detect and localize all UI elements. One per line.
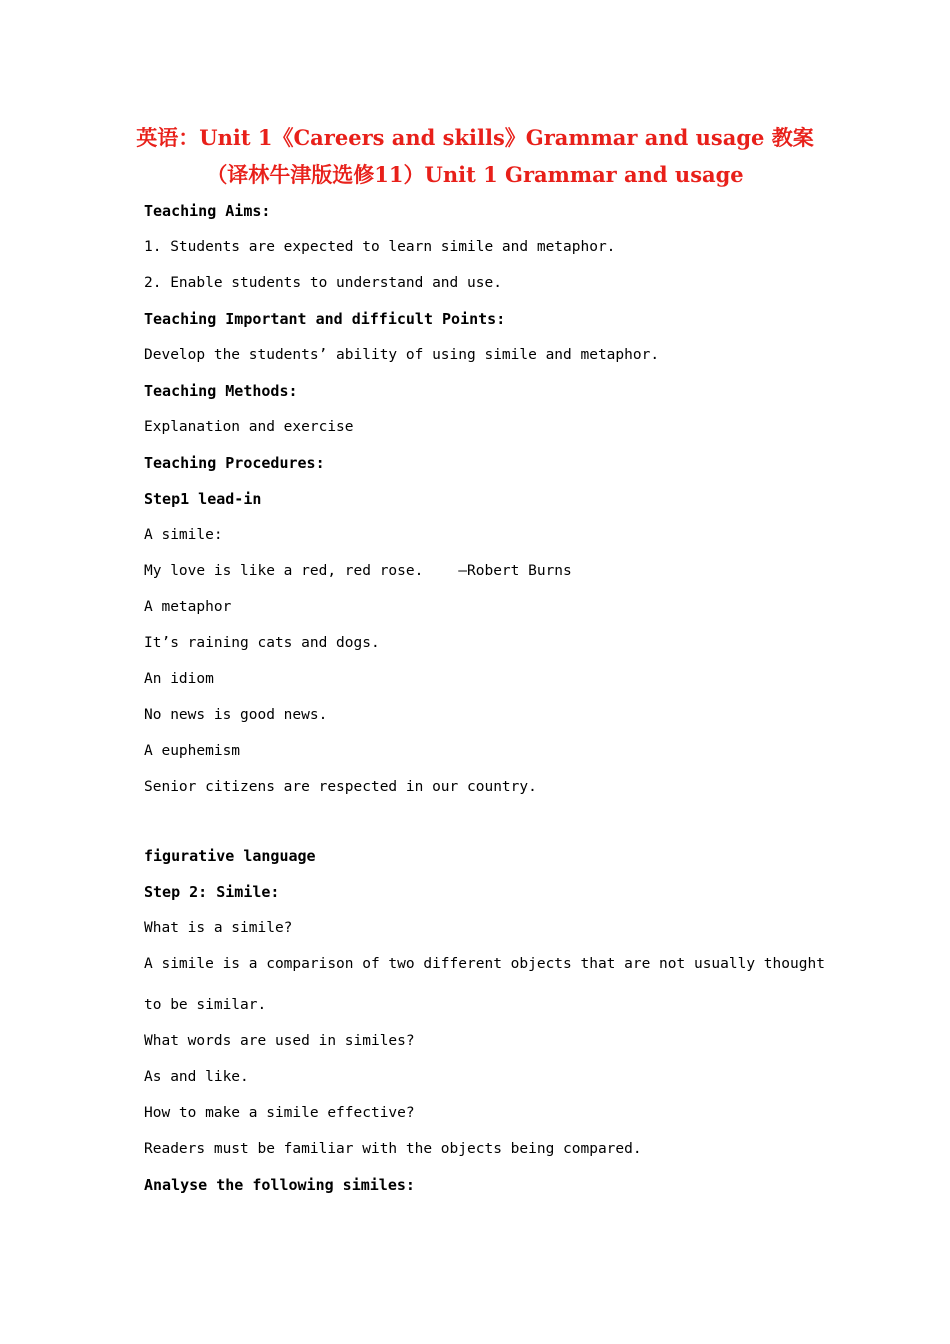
label-simile: A simile: (144, 527, 223, 543)
answer-simile-definition-2: to be similar. (144, 997, 267, 1013)
question-simile-words: What words are used in similes? (144, 1033, 415, 1049)
question-what-is-simile: What is a simile? (144, 920, 293, 936)
document-title-line-2: （译林牛津版选修11）Unit 1 Grammar and usage (206, 162, 744, 187)
heading-step1: Step1 lead-in (144, 490, 262, 508)
heading-teaching-procedures: Teaching Procedures: (144, 454, 325, 472)
aim-item-2: 2. Enable students to understand and use. (144, 275, 502, 291)
important-points-text: Develop the students’ ability of using simile and metaphor. (144, 347, 660, 363)
document-title-line-1: 英语：Unit 1《Careers and skills》Grammar and usage 教案 (136, 125, 814, 150)
example-metaphor: It’s raining cats and dogs. (144, 635, 380, 651)
example-idiom: No news is good news. (144, 707, 328, 723)
label-idiom: An idiom (144, 671, 214, 687)
heading-figurative-language: figurative language (144, 847, 316, 865)
heading-important-points: Teaching Important and difficult Points: (144, 310, 506, 328)
example-simile: My love is like a red, red rose. —Robert Burns (144, 563, 572, 579)
answer-simile-effective: Readers must be familiar with the objects being compared. (144, 1141, 642, 1157)
label-euphemism: A euphemism (144, 743, 241, 759)
aim-item-1: 1. Students are expected to learn simile and metaphor. (144, 239, 616, 255)
question-simile-effective: How to make a simile effective? (144, 1105, 415, 1121)
example-euphemism: Senior citizens are respected in our country. (144, 779, 537, 795)
teaching-methods-text: Explanation and exercise (144, 419, 354, 435)
answer-simile-words: As and like. (144, 1069, 249, 1085)
heading-teaching-methods: Teaching Methods: (144, 382, 298, 400)
label-metaphor: A metaphor (144, 599, 232, 615)
heading-analyse-similes: Analyse the following similes: (144, 1176, 415, 1194)
heading-step2: Step 2: Simile: (144, 883, 280, 901)
answer-simile-definition-1: A simile is a comparison of two different objects that are not usually thought (144, 956, 825, 972)
heading-teaching-aims: Teaching Aims: (144, 202, 271, 220)
